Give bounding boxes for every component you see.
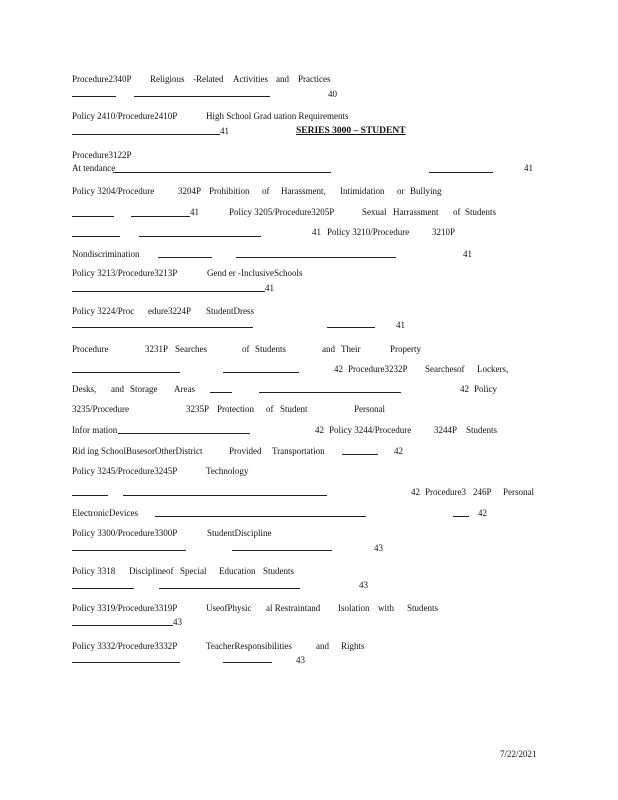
toc-entry-text: Students (407, 603, 439, 613)
leader-line (72, 588, 134, 589)
leader-line (72, 662, 180, 663)
toc-entry-text: 3244P (434, 425, 458, 435)
toc-entry-text: 3235/Procedure (72, 404, 129, 414)
toc-entry-text: Searchesof (425, 364, 465, 374)
toc-entry-text: 246P (473, 487, 492, 497)
toc-entry-text: Infor mation (72, 425, 118, 435)
leader-line (223, 372, 299, 373)
leader-line (139, 236, 261, 237)
page-number: 43 (374, 543, 383, 553)
leader-line (118, 433, 250, 434)
page-number: 41 (190, 207, 199, 217)
toc-entry-text: Special (180, 566, 207, 576)
leader-line (123, 495, 327, 496)
page-number: 42 (315, 425, 324, 435)
leader-line (72, 372, 180, 373)
leader-line (159, 588, 300, 589)
toc-entry-text: Intimidation (340, 186, 385, 196)
toc-entry-text: of (242, 344, 250, 354)
toc-entry-text: Harrassment (393, 207, 439, 217)
leader-line (155, 516, 366, 517)
toc-entry-text: Policy 3224/Proc (72, 306, 135, 316)
leader-line (223, 662, 272, 663)
toc-entry-text: Transportation (272, 446, 325, 456)
toc-entry-text: and (276, 74, 289, 84)
page-number: 41 (220, 126, 229, 136)
toc-entry-text: Religious (150, 74, 185, 84)
leader-line (72, 625, 173, 626)
page-number: 42 (334, 364, 343, 374)
toc-entry-text: Students (465, 207, 497, 217)
toc-entry-text: UseofPhysic (206, 603, 252, 613)
toc-entry-text: Policy 3319/Procedure3319P (72, 603, 178, 613)
toc-entry-text: al Restraintand (266, 603, 321, 613)
toc-entry-text: Practices (298, 74, 331, 84)
toc-entry-text: High School Grad uation Requirements (206, 111, 349, 121)
leader-line (236, 257, 396, 258)
toc-entry-text: Students (255, 344, 287, 354)
toc-entry-text: 3231P (145, 344, 169, 354)
leader-line (72, 495, 108, 496)
toc-entry-text: -Related (193, 74, 224, 84)
toc-entry-text: Policy 3205/Procedure3205P (229, 207, 335, 217)
toc-entry-text: Property (390, 344, 421, 354)
toc-entry-text: Storage (130, 384, 158, 394)
toc-entry-text: Policy 3244/Procedure (329, 425, 412, 435)
toc-entry-text: of (262, 186, 270, 196)
footer-date: 7/22/2021 (500, 749, 537, 759)
page-number: 41 (312, 227, 321, 237)
leader-line (158, 257, 212, 258)
toc-entry-text: Technology (206, 466, 249, 476)
leader-line (134, 96, 270, 97)
leader-line (72, 291, 265, 292)
page-number: 42 (411, 487, 420, 497)
toc-entry-text: Desks, (72, 384, 97, 394)
page-number: 40 (328, 89, 337, 99)
toc-entry-text: 3204P (178, 186, 202, 196)
toc-entry-text: Rights (341, 641, 365, 651)
leader-line (113, 172, 331, 173)
toc-entry-text: Personal (354, 404, 385, 414)
leader-line (72, 550, 186, 551)
toc-entry-text: Policy 3318 (72, 566, 116, 576)
toc-entry-text: Students (466, 425, 498, 435)
toc-entry-text: 3210P (432, 227, 456, 237)
page-number: 42 (460, 384, 469, 394)
toc-entry-text: Disciplineof (129, 566, 174, 576)
leader-line (327, 327, 375, 328)
toc-entry-text: Procedure3 (425, 487, 466, 497)
toc-entry-text: ElectronicDevices (72, 508, 138, 518)
toc-entry-text: Policy (474, 384, 498, 394)
page-number: 41 (396, 320, 405, 330)
toc-entry-text: Students (263, 566, 295, 576)
page-number: 43 (296, 655, 305, 665)
toc-entry-text: Activities (233, 74, 268, 84)
page-number: 42 (394, 446, 403, 456)
series-heading: SERIES 3000 – STUDENT (296, 126, 406, 136)
page-number: 41 (524, 163, 533, 173)
toc-entry-text: Searches (175, 344, 207, 354)
leader-line (131, 216, 190, 217)
toc-entry-text: Student (280, 404, 308, 414)
leader-line (342, 454, 378, 455)
leader-line (453, 516, 469, 517)
page-number: 43 (173, 617, 182, 627)
toc-entry-text: Policy 3300/Procedure3300P (72, 528, 178, 538)
toc-entry-text: Policy 3332/Procedure3332P (72, 641, 178, 651)
toc-entry-text: Rid ing SchoolBusesorOtherDistrict (72, 446, 203, 456)
leader-line (72, 134, 220, 135)
leader-line (232, 550, 332, 551)
toc-entry-text: StudentDiscipline (207, 528, 272, 538)
toc-entry-text: Policy 3213/Procedure3213P (72, 268, 178, 278)
toc-entry-text: Prohibition (209, 186, 250, 196)
leader-line (259, 392, 401, 393)
toc-entry-text: Isolation (338, 603, 370, 613)
toc-entry-text: Protection (217, 404, 254, 414)
toc-entry-text: with (378, 603, 395, 613)
leader-line (72, 236, 120, 237)
toc-entry-text: Provided (229, 446, 262, 456)
leader-line (72, 96, 116, 97)
leader-line (72, 216, 114, 217)
toc-entry-text: Sexual (362, 207, 387, 217)
toc-entry-text: edure3224P (148, 306, 191, 316)
toc-entry-text: of (453, 207, 461, 217)
toc-entry-text: Procedure3122P (72, 150, 132, 160)
toc-entry-text: and (316, 641, 329, 651)
toc-entry-text: Gend er -InclusiveSchools (207, 268, 303, 278)
page-number: 41 (265, 283, 274, 293)
toc-entry-text: 3235P (186, 404, 210, 414)
toc-entry-text: Policy 2410/Procedure2410P (72, 111, 178, 121)
page-number: 42 (478, 508, 487, 518)
toc-entry-text: Policy 3210/Procedure (327, 227, 410, 237)
toc-entry-text: Nondiscrimination (72, 249, 140, 259)
leader-line (210, 392, 232, 393)
page-number: 41 (463, 249, 472, 259)
toc-entry-text: Harassment, (281, 186, 326, 196)
leader-line (429, 172, 493, 173)
toc-entry-text: Procedure3232P (348, 364, 408, 374)
toc-entry-text: StudentDress (206, 306, 254, 316)
toc-entry-text: Lockers, (477, 364, 509, 374)
page-number: 43 (359, 580, 368, 590)
toc-entry-text: Policy 3204/Procedure (72, 186, 155, 196)
toc-entry-text: or (397, 186, 405, 196)
toc-entry-text: Their (341, 344, 361, 354)
toc-entry-text: Procedure2340P (72, 74, 132, 84)
toc-entry-text: TeacherResponsibilities (206, 641, 292, 651)
toc-entry-text: and (322, 344, 335, 354)
toc-entry-text: Procedure (72, 344, 109, 354)
toc-entry-text: and (111, 384, 124, 394)
toc-entry-text: Personal (503, 487, 534, 497)
toc-entry-text: Areas (174, 384, 195, 394)
toc-entry-text: At tendance (72, 163, 116, 173)
toc-entry-text: Bullying (410, 186, 442, 196)
toc-entry-text: of (266, 404, 274, 414)
leader-line (72, 327, 253, 328)
toc-entry-text: Education (219, 566, 256, 576)
toc-entry-text: Policy 3245/Procedure3245P (72, 466, 178, 476)
